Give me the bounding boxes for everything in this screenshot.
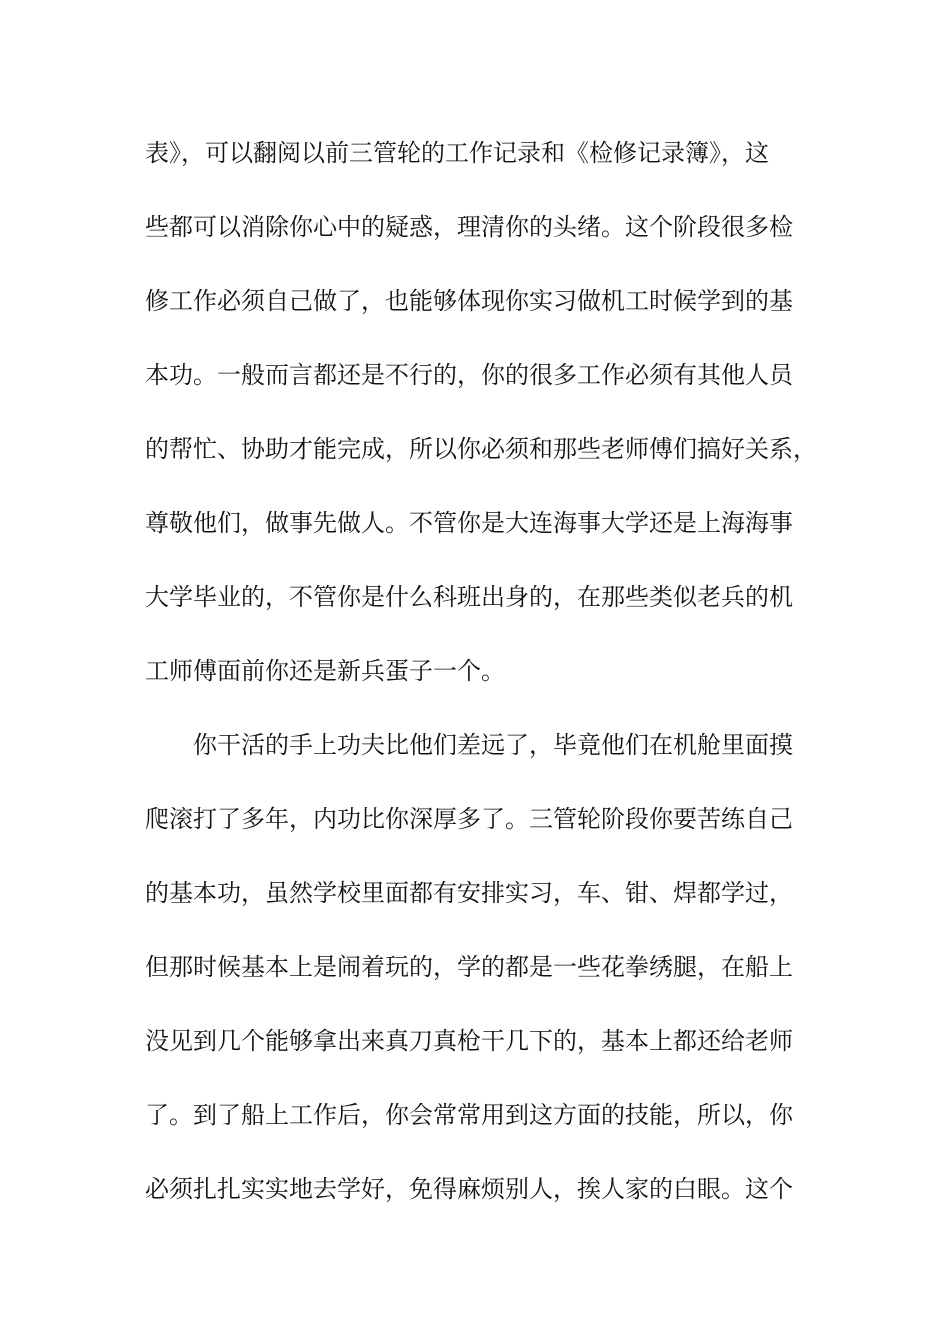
paragraph-start-line: 你干活的手上功夫比他们差远了，毕竟他们在机舱里面摸 — [193, 731, 793, 759]
text-line: 爬滚打了多年，内功比你深厚多了。三管轮阶段你要苦练自己 — [145, 805, 793, 833]
text-line: 必须扎扎实实地去学好，免得麻烦别人，挨人家的白眼。这个 — [145, 1175, 793, 1203]
text-line: 的帮忙、协助才能完成，所以你必须和那些老师傅们搞好关系， — [145, 435, 817, 463]
text-line: 大学毕业的，不管你是什么科班出身的，在那些类似老兵的机 — [145, 583, 793, 611]
text-line: 表》，可以翻阅以前三管轮的工作记录和《检修记录簿》，这 — [145, 139, 769, 167]
text-line: 本功。一般而言都还是不行的，你的很多工作必须有其他人员 — [145, 361, 793, 389]
text-line: 尊敬他们，做事先做人。不管你是大连海事大学还是上海海事 — [145, 509, 793, 537]
text-line: 没见到几个能够拿出来真刀真枪干几下的，基本上都还给老师 — [145, 1027, 793, 1055]
body-text — [145, 126, 825, 1236]
text-line: 的基本功，虽然学校里面都有安排实习，车、钳、焊都学过， — [145, 879, 793, 907]
text-line: 些都可以消除你心中的疑惑，理清你的头绪。这个阶段很多检 — [145, 213, 793, 241]
text-line: 工师傅面前你还是新兵蛋子一个。 — [145, 657, 505, 685]
text-line: 修工作必须自己做了，也能够体现你实习做机工时候学到的基 — [145, 287, 793, 315]
text-line: 了。到了船上工作后，你会常常用到这方面的技能，所以，你 — [145, 1101, 793, 1129]
text-line: 但那时候基本上是闹着玩的，学的都是一些花拳绣腿，在船上 — [145, 953, 793, 981]
